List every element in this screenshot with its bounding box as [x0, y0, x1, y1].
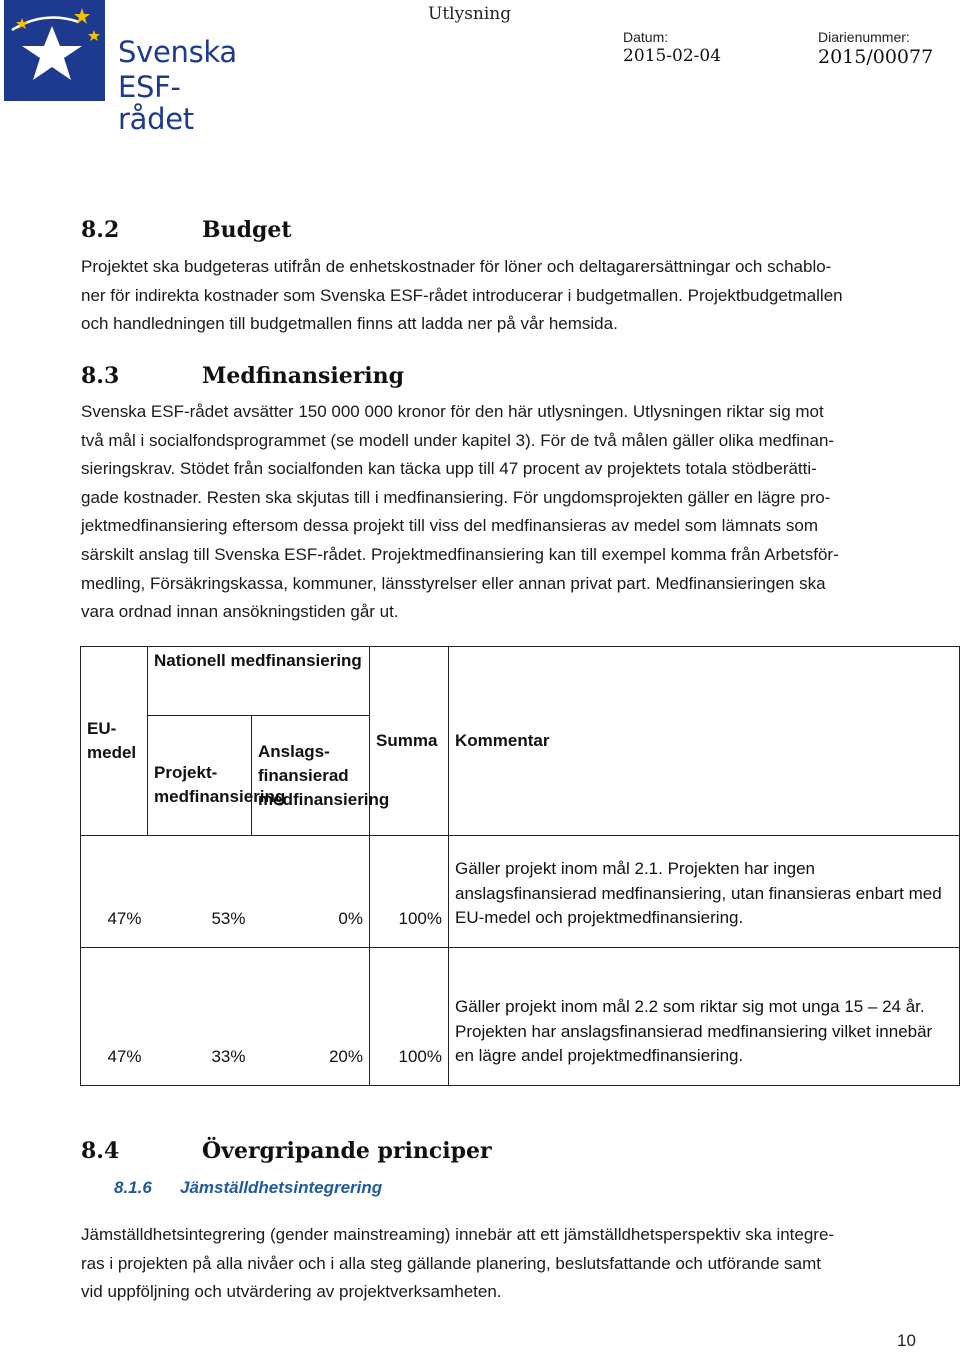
cell-eu: 47% [81, 948, 148, 1086]
medfinansiering-table [80, 646, 960, 1086]
section-8-1-6-number: 8.1.6 [114, 1178, 152, 1197]
text-line: och handledningen till budgetmallen finns att ladda ner på vår hemsida. [81, 314, 618, 334]
text-line: ner för indirekta kostnader som Svenska ESF-rådet introducerar i budgetmallen. Projektbudgetmallen [81, 285, 843, 305]
cell-eu: 47% [81, 836, 148, 948]
section-8-2-title: Budget [202, 217, 292, 243]
header-projektmedfinansiering: Projekt-medfinansiering [148, 716, 252, 836]
cell-projekt: 33% [148, 948, 252, 1086]
table-header-row [81, 647, 960, 716]
star-logo-icon [4, 0, 105, 101]
cell-anslag: 0% [252, 836, 370, 948]
header-anslagsfinansierad: Anslags-finansierad medfinansiering [252, 716, 370, 836]
section-8-2-number: 8.2 [81, 217, 120, 243]
reg-number-label: Diarienummer: [818, 29, 910, 45]
header-nationell-medfinansiering: Nationell medfinansiering [148, 647, 370, 716]
reg-number-value: 2015/00077 [818, 46, 934, 68]
document-type: Utlysning [428, 4, 512, 24]
text-line: Jämställdhetsintegrering (gender mainstreaming) innebär att ett jämställdhetsperspektiv ska integre- [81, 1225, 835, 1244]
jamstalldhet-paragraph [81, 1221, 921, 1307]
table-row [81, 836, 960, 948]
header-kommentar: Kommentar [449, 647, 960, 836]
text-line: vid uppföljning och utvärdering av projektverksamheten. [81, 1282, 502, 1302]
medfinansiering-paragraph [81, 398, 921, 627]
cell-kommentar: Gäller projekt inom mål 2.1. Projekten har ingen anslagsfinansierad medfinansiering, utan finansieras enbart med EU-medel och projektmedfinansiering. [449, 836, 960, 948]
page-number: 10 [897, 1331, 916, 1350]
header-summa: Summa [370, 647, 449, 836]
section-8-3-number: 8.3 [81, 363, 120, 389]
text-line: särskilt anslag till Svenska ESF-rådet. Projektmedfinansiering kan till exempel komma från Arbetsför- [81, 544, 839, 564]
section-8-4-title: Övergripande principer [202, 1138, 492, 1164]
cell-projekt: 53% [148, 836, 252, 948]
text-line: medling, Försäkringskassa, kommuner, länsstyrelser eller annan privat part. Medfinansieringen ska [81, 573, 826, 593]
logo-text-line2: ESF-rådet [118, 70, 194, 136]
text-line: två mål i socialfondsprogrammet (se modell under kapitel 3). För de två målen gäller olika medfinan- [81, 430, 835, 450]
text-line: ras i projekten på alla nivåer och i alla steg gällande planering, beslutsfattande och utförande samt [81, 1253, 821, 1273]
esf-logo [2, 0, 252, 136]
cell-kommentar: Gäller projekt inom mål 2.2 som riktar sig mot unga 15 – 24 år. Projekten har anslagsfinansierad medfinansiering vilket innebär en lägre andel projektmedfinansiering. [449, 948, 960, 1086]
date-label: Datum: [623, 29, 669, 45]
table-row [81, 948, 960, 1086]
section-8-4-number: 8.4 [81, 1138, 120, 1164]
cell-summa: 100% [370, 948, 449, 1086]
text-line: gade kostnader. Resten ska skjutas till i medfinansiering. För ungdomsprojekten gäller en lägre pro- [81, 487, 831, 507]
section-8-3-title: Medfinansiering [202, 363, 405, 389]
text-line: vara ordnad innan ansökningstiden går ut. [81, 602, 399, 622]
text-line: jektmedfinansiering eftersom dessa projekt till viss del medfinansieras av medel som lämnats som [81, 516, 818, 536]
text-line: Projektet ska budgeteras utifrån de enhetskostnader för löner och deltagarersättningar och schablo- [81, 257, 832, 276]
logo-text-line1: Svenska [118, 35, 237, 69]
section-8-1-6-title: Jämställdhetsintegrering [180, 1178, 383, 1197]
budget-paragraph [81, 253, 921, 339]
text-line: Svenska ESF-rådet avsätter 150 000 000 kronor för den här utlysningen. Utlysningen riktar sig mot [81, 402, 824, 421]
text-line: sieringskrav. Stödet från socialfonden kan täcka upp till 47 procent av projektets totala stödberätti- [81, 459, 817, 479]
header-eu-medel: EU-medel [81, 647, 148, 836]
cell-summa: 100% [370, 836, 449, 948]
date-value: 2015-02-04 [623, 46, 722, 66]
cell-anslag: 20% [252, 948, 370, 1086]
